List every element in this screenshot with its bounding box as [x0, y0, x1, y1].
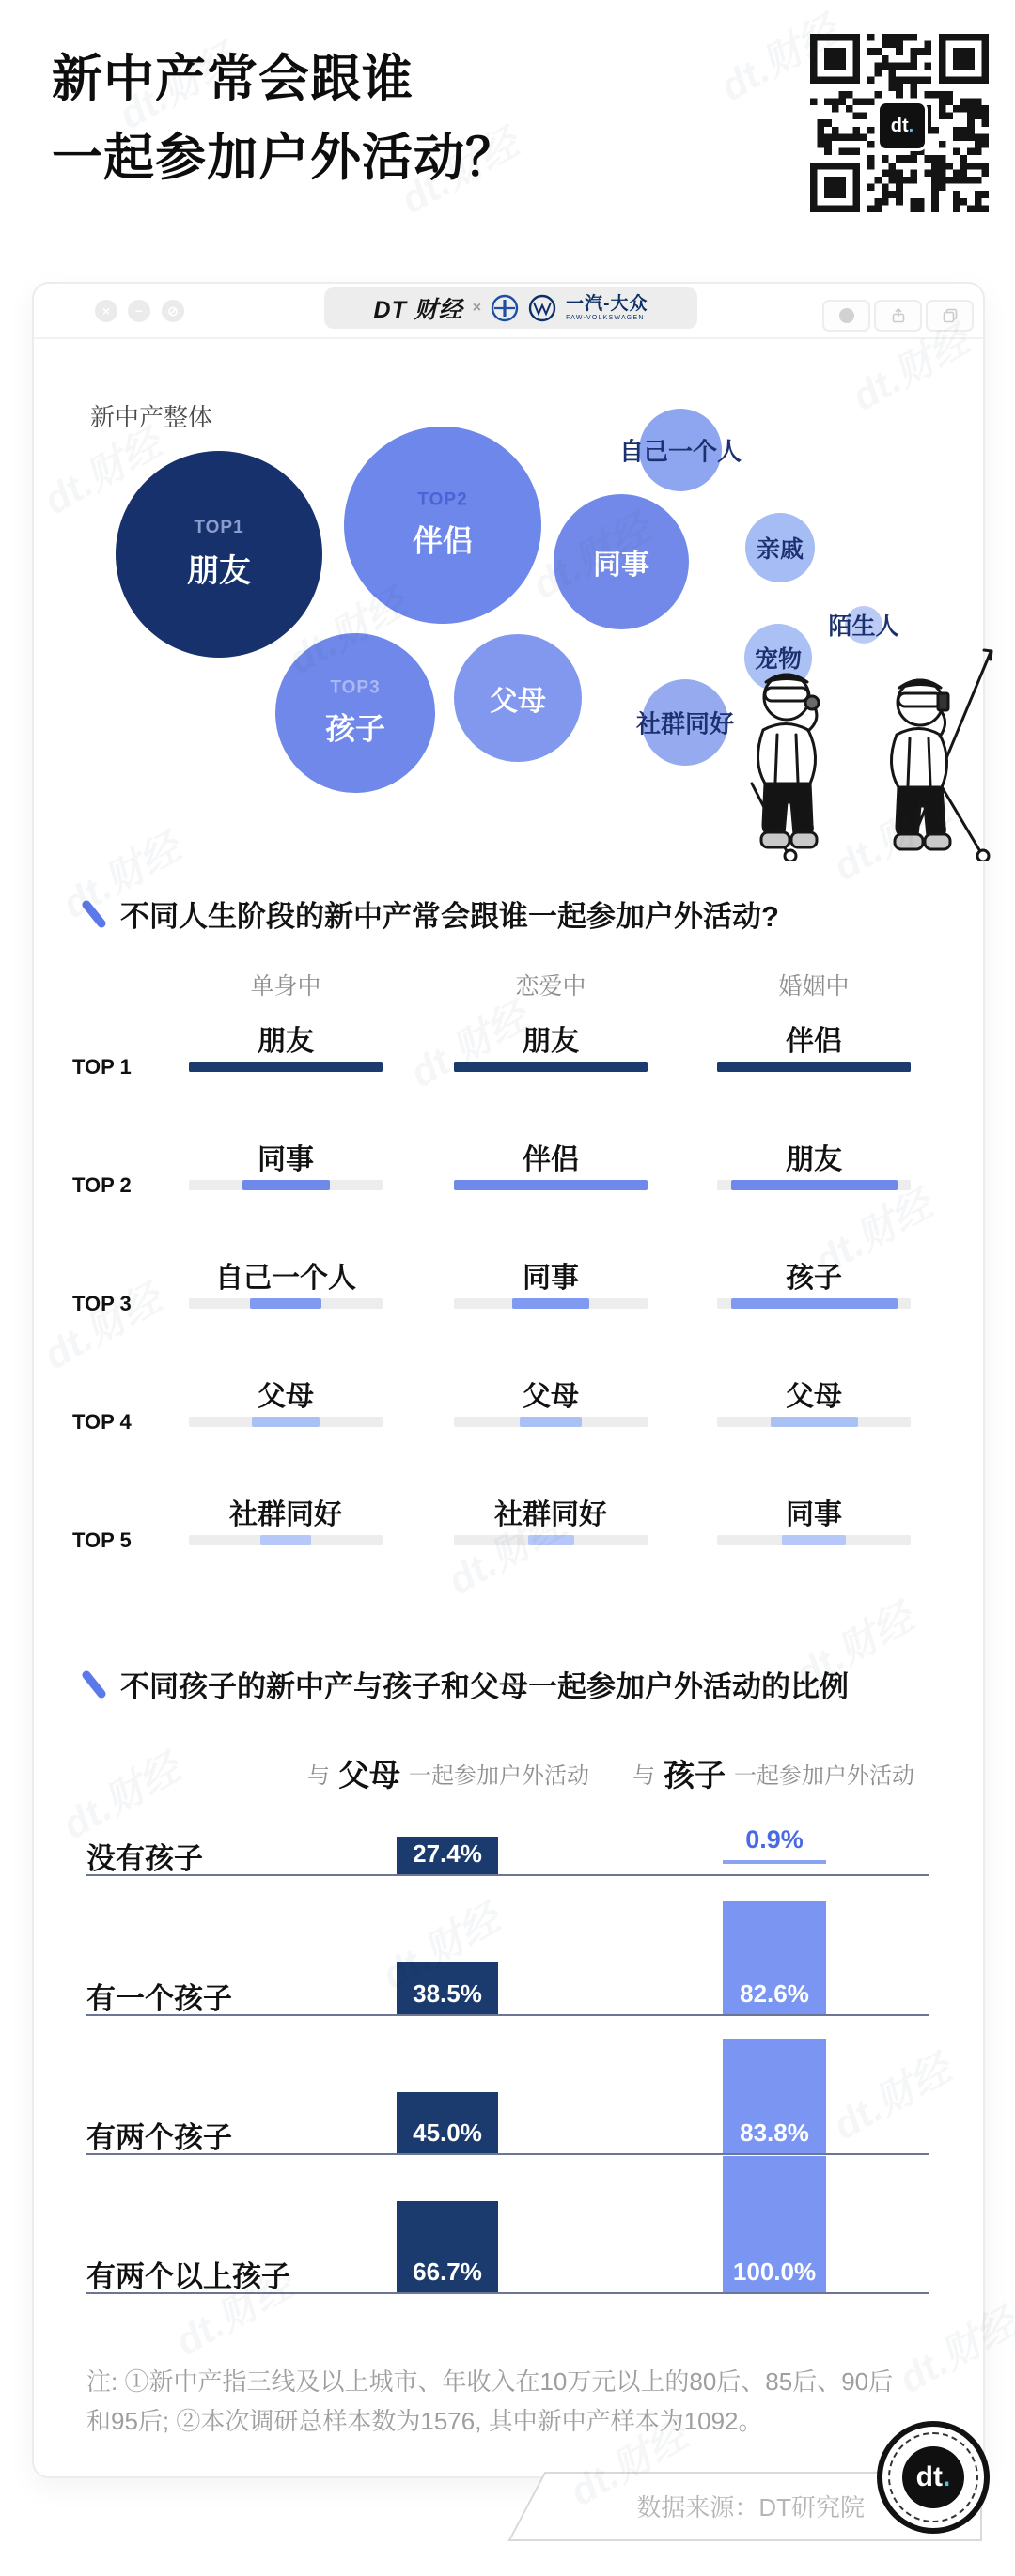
child-underline — [723, 1860, 826, 1864]
stage-cell-label: 同事 — [523, 1263, 579, 1294]
stage-cell-label: 朋友 — [258, 1026, 314, 1057]
report-card — [32, 282, 985, 2478]
parent-pct-label: 27.4% — [413, 1839, 482, 1868]
child-bar — [723, 2156, 826, 2292]
copy-icon — [942, 307, 959, 324]
slash-icon — [81, 900, 107, 928]
bubble-text — [413, 490, 473, 561]
parent-bar — [397, 2201, 498, 2292]
child-pct-label: 83.8% — [740, 2118, 809, 2147]
skiers-illustration — [697, 641, 1007, 861]
stage-cell-label: 父母 — [523, 1381, 579, 1412]
qr-code — [810, 34, 989, 212]
page-title — [52, 39, 517, 197]
bubble-label: 亲戚 — [756, 536, 804, 563]
stage-section-title: 不同人生阶段的新中产常会跟谁一起参加户外活动? — [120, 900, 779, 933]
stage-bar — [528, 1535, 574, 1545]
stage-bar — [454, 1062, 648, 1072]
column-header-single: 单身中 — [250, 973, 321, 1000]
brand-bar — [324, 287, 697, 329]
stage-cell-label: 伴侣 — [523, 1144, 579, 1175]
bubble-text — [187, 518, 251, 591]
stage-cell-label: 朋友 — [786, 1144, 842, 1175]
copy-button[interactable] — [926, 300, 974, 332]
column-header-married: 婚姻中 — [778, 973, 850, 1000]
stage-bar — [189, 1062, 383, 1072]
stage-bar — [242, 1180, 330, 1190]
stage-bar — [771, 1417, 858, 1427]
parent-bar — [397, 1962, 498, 2014]
dt-badge-ring — [888, 2432, 978, 2522]
page-title-line1: 新中产常会跟谁 — [52, 51, 414, 107]
bubble-label: 社群同好 — [635, 709, 735, 738]
stage-bar — [512, 1298, 589, 1309]
page-title-line2: 一起参加户外活动？ — [52, 130, 517, 186]
stage-cell-label: 朋友 — [523, 1026, 579, 1057]
bubble-text — [636, 706, 734, 740]
block-icon: ⊘ — [167, 303, 179, 318]
bubble-label: 宠物 — [754, 646, 803, 673]
child-bar — [723, 1901, 826, 2014]
close-icon: × — [102, 303, 111, 318]
stage-cell-label: 同事 — [786, 1499, 842, 1530]
bubble-label: 陌生人 — [828, 613, 899, 640]
bubble-label: 父母 — [490, 686, 546, 717]
bubble-label: 朋友 — [187, 553, 251, 589]
stage-cell-label: 父母 — [786, 1381, 842, 1412]
stage-bar — [260, 1535, 311, 1545]
child-pct-label: 0.9% — [745, 1825, 804, 1854]
stage-cell-label: 同事 — [258, 1144, 314, 1175]
ratio-row-label: 有两个孩子 — [86, 2121, 232, 2154]
legend-with-parents: 与 父母 一起参加户外活动 — [307, 1758, 589, 1792]
dt-badge-logo: dt. — [902, 2446, 964, 2508]
stage-cell-label: 伴侣 — [786, 1026, 842, 1057]
stage-rank-label: TOP 4 — [72, 1410, 132, 1434]
bubble-text — [619, 433, 742, 468]
record-button[interactable] — [822, 300, 870, 332]
bubble-label: 孩子 — [324, 711, 386, 746]
card-header — [34, 284, 983, 339]
stage-cell-label: 父母 — [258, 1381, 314, 1412]
bubble-text — [593, 541, 649, 582]
ratio-section-title: 不同孩子的新中产与孩子和父母一起参加户外活动的比例 — [120, 1670, 849, 1703]
stage-rank-label: TOP 1 — [72, 1055, 132, 1079]
legend-with-children: 与 孩子 一起参加户外活动 — [632, 1758, 914, 1792]
block-button[interactable] — [162, 300, 184, 322]
ratio-row-label: 有一个孩子 — [86, 1982, 232, 2015]
share-icon — [890, 307, 907, 324]
stage-cell-label: 社群同好 — [229, 1499, 342, 1530]
bubble-label: 自己一个人 — [618, 437, 742, 466]
stage-cell-label: 自己一个人 — [215, 1263, 356, 1294]
faw-logo-icon — [491, 294, 519, 322]
stage-bar — [520, 1417, 582, 1427]
stage-section-header — [81, 892, 779, 935]
minimize-icon: − — [134, 303, 144, 318]
bubble-text — [755, 641, 802, 675]
stage-bar — [454, 1180, 648, 1190]
bubble-rank-label: TOP1 — [194, 518, 244, 537]
bubble-text — [757, 531, 804, 565]
stage-bar — [252, 1417, 320, 1427]
bubble-chart-title: 新中产整体 — [90, 403, 213, 431]
dt-logo-icon: dt. — [877, 101, 928, 151]
ratio-row-label: 没有孩子 — [86, 1842, 203, 1875]
stage-rank-label: TOP 5 — [72, 1529, 132, 1552]
vw-logo-icon — [528, 294, 556, 322]
child-bar — [723, 2039, 826, 2153]
ratio-row-label: 有两个以上孩子 — [86, 2260, 290, 2293]
stage-rank-label: TOP 3 — [72, 1292, 132, 1315]
stage-cell-label: 社群同好 — [494, 1499, 607, 1530]
data-source: 数据来源：DT研究院 — [636, 2492, 865, 2522]
stage-bar — [717, 1062, 911, 1072]
bubble-rank-label: TOP3 — [330, 677, 381, 698]
stage-bar — [731, 1298, 898, 1309]
parent-pct-label: 38.5% — [413, 1979, 482, 2008]
stage-cell-label: 孩子 — [786, 1263, 842, 1294]
dt-badge — [877, 2421, 990, 2534]
bubble-text — [828, 608, 898, 642]
parent-pct-label: 66.7% — [413, 2258, 482, 2286]
minimize-button[interactable] — [128, 300, 150, 322]
bubble-rank-label: TOP2 — [417, 489, 468, 510]
vw-wordmark: 一汽-大众 FAW-VOLKSWAGEN — [566, 294, 648, 321]
footnote: 注: ①新中产指三线及以上城市、年收入在10万元以上的80后、85后、90后和95后; ②本次调研总样本数为1576, 其中新中产样本为1092。 — [86, 2367, 894, 2435]
record-icon — [839, 308, 854, 323]
stage-rank-label: TOP 2 — [72, 1173, 132, 1197]
bubble-text — [490, 677, 546, 719]
stage-bar — [250, 1298, 321, 1309]
share-button[interactable] — [874, 300, 922, 332]
ratio-section-header — [81, 1663, 849, 1705]
bubble-label: 伴侣 — [412, 523, 474, 558]
bubble-label: 同事 — [593, 550, 649, 581]
row-separator — [86, 1874, 929, 1876]
child-pct-label: 82.6% — [740, 1979, 809, 2008]
stage-bar — [782, 1535, 846, 1545]
parent-pct-label: 45.0% — [413, 2118, 482, 2147]
slash-icon — [81, 1670, 107, 1699]
parent-bar — [397, 2092, 498, 2153]
close-button[interactable] — [95, 300, 117, 322]
collab-times: × — [472, 300, 482, 316]
stage-bar — [731, 1180, 898, 1190]
parent-bar — [397, 1837, 498, 1874]
dt-caijing-logo: DT 财经 — [373, 297, 463, 323]
column-header-dating: 恋爱中 — [515, 973, 586, 1000]
child-pct-label: 100.0% — [732, 2258, 817, 2286]
bubble-text — [325, 678, 385, 749]
